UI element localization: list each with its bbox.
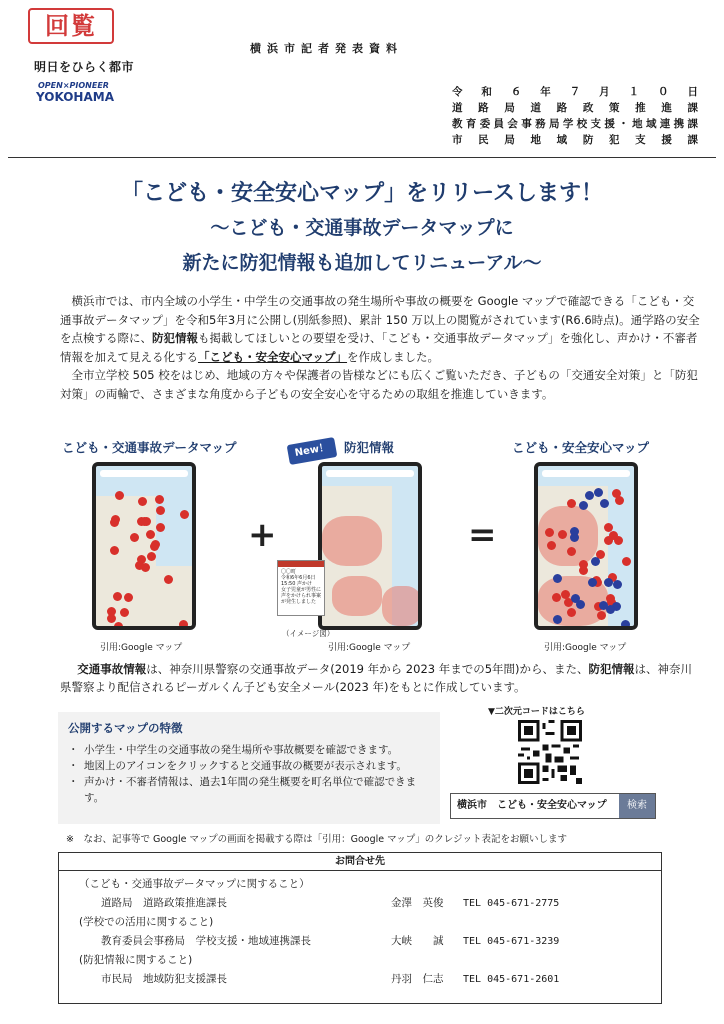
- middle-map-credit: 引用:Google マップ: [328, 643, 411, 653]
- credit-note: ※ なお、記事等で Google マップの画面を掲載する際は「引用：Google マップ」のクレジット表記をお願いします: [66, 834, 568, 845]
- map-marker-icon: [156, 523, 165, 532]
- map-marker-icon: [553, 574, 562, 583]
- map-marker-icon: [553, 615, 562, 624]
- map-marker-icon: [600, 499, 609, 508]
- search-box[interactable]: [450, 793, 656, 819]
- right-map-credit: 引用:Google マップ: [544, 643, 627, 653]
- map-marker-icon: [588, 578, 597, 587]
- contact-header: お問合せ先: [59, 853, 661, 871]
- map-marker-icon: [613, 580, 622, 589]
- issue-date: 令和６年７月１０日: [452, 86, 698, 98]
- qr-label: ▼二次元コードはこちら: [488, 707, 585, 717]
- subtitle-line-2: 新たに防犯情報も追加してリニューアル～: [182, 252, 542, 274]
- map-marker-icon: [621, 620, 630, 629]
- contact-person: 大峡 誠: [391, 935, 444, 947]
- header-divider: [8, 157, 716, 158]
- map-marker-icon: [604, 536, 613, 545]
- city-name: YOKOHAMA: [36, 90, 114, 104]
- contact-box: [58, 852, 662, 1004]
- department-2: 教育委員会事務局学校支援・地域連携課: [452, 118, 698, 130]
- image-label: （イメージ図）: [282, 629, 335, 638]
- contact-person: 丹羽 仁志: [391, 973, 444, 985]
- map-marker-icon: [140, 517, 149, 526]
- open-pioneer-text: OPEN×PIONEER: [38, 81, 109, 90]
- press-release-title: 横浜市記者発表資料: [250, 42, 403, 55]
- city-slogan: 明日をひらく都市: [34, 60, 135, 74]
- safety-map-phone: [534, 462, 638, 630]
- features-list: [68, 742, 430, 806]
- contact-row: [59, 970, 661, 989]
- search-button[interactable]: 検索: [619, 794, 655, 818]
- department-1: 道路局道路政策推進課: [452, 102, 698, 114]
- contact-person: 金澤 英俊: [391, 897, 444, 909]
- intro-paragraph-2: 全市立学校 505 校をはじめ、地域の方々や保護者の皆様などにも広くご覧いただき、子どもの「交通安全対策」と「防犯対策」の両輪で、さまざまな角度から子どもの安全安心を守るための取組を推進していきます。: [60, 368, 698, 401]
- left-map-title: こども・交通事故データマップ: [62, 440, 237, 455]
- map-marker-icon: [151, 540, 160, 549]
- intro-paragraph-1: 横浜市では、市内全域の小学生・中学生の交通事故の発生場所や事故の概要を Google マップで確認できる「こども・交通事故データマップ」を令和5年3月に公開し(別紙参照)、累計 150 万以上の閲覧がされています(R6.6時点)。通学路の安全を点検する際に、防犯情報も掲載してほしいとの要望を受け、「こども・交通事故データマップ」を強化し、声かけ・不審者情報を加えて見える化する「こども・安全安心マップ」を作成しました。: [60, 294, 700, 364]
- contact-tel: TEL 045-671-2601: [463, 974, 560, 985]
- map-marker-icon: [130, 533, 139, 542]
- contact-tel: TEL 045-671-2775: [463, 898, 560, 909]
- qr-code-icon[interactable]: [518, 720, 582, 784]
- map-marker-icon: [120, 608, 129, 617]
- data-source-note: 交通事故情報は、神奈川県警察の交通事故データ(2019 年から 2023 年までの5年間)から、また、防犯情報は、神奈川県警察より配信されるピーガルくん子ども安全メール(2023 年)をもとに作成しています。: [60, 662, 693, 694]
- map-marker-icon: [622, 557, 631, 566]
- map-name-highlight: 「こども・安全安心マップ」: [198, 349, 348, 364]
- feature-item: ・ 小学生・中学生の交通事故の発生場所や事故概要を確認できます。: [68, 742, 430, 758]
- map-marker-icon: [567, 499, 576, 508]
- map-marker-icon: [591, 557, 600, 566]
- map-marker-icon: [180, 510, 189, 519]
- main-title: 「こども・安全安心マップ」をリリースします！: [120, 181, 604, 206]
- map-marker-icon: [114, 622, 123, 630]
- contact-category: (学校での活用に関すること): [79, 916, 214, 928]
- map-marker-icon: [156, 506, 165, 515]
- contact-row: [59, 932, 661, 951]
- contact-dept: 市民局 地域防犯支援課長: [101, 973, 227, 985]
- map-marker-icon: [115, 491, 124, 500]
- map-marker-icon: [614, 536, 623, 545]
- map-marker-icon: [604, 578, 613, 587]
- map-marker-icon: [576, 600, 585, 609]
- contact-dept: 道路局 道路政策推進課長: [101, 897, 227, 909]
- issuer-info: [452, 84, 698, 148]
- contact-category: （こども・交通事故データマップに関すること）: [79, 878, 310, 890]
- crime-info-popup: 〇〇町 令和6年6月6日 15:50 声かけ 女子児童が男性に声をかけられ事案が発生しました: [277, 560, 325, 616]
- feature-item: ・ 地図上のアイコンをクリックすると交通事故の概要が表示されます。: [68, 758, 430, 774]
- subtitle-line-1: ～こども・交通事故データマップに: [210, 217, 514, 239]
- intro-text: [60, 292, 700, 403]
- features-title: 公開するマップの特徴: [68, 721, 183, 735]
- contact-tel: TEL 045-671-3239: [463, 936, 560, 947]
- plus-sign: +: [248, 515, 277, 555]
- map-marker-icon: [138, 497, 147, 506]
- map-marker-icon: [179, 620, 188, 629]
- department-3: 市民局地域防犯支援課: [452, 134, 698, 146]
- map-marker-icon: [585, 491, 594, 500]
- contact-category: (防犯情報に関すること): [79, 954, 193, 966]
- map-marker-icon: [155, 495, 164, 504]
- map-marker-icon: [615, 496, 624, 505]
- equals-sign: =: [468, 515, 497, 555]
- city-logo: [34, 58, 154, 104]
- accident-map-phone: [92, 462, 196, 630]
- contact-row: [59, 894, 661, 913]
- map-marker-icon: [107, 614, 116, 623]
- circulation-stamp: 回覧: [28, 8, 114, 44]
- feature-item: ・ 声かけ・不審者情報は、過去1年間の発生概要を町名単位で確認できます。: [68, 774, 430, 806]
- right-map-title: こども・安全安心マップ: [512, 440, 650, 455]
- middle-map-title: 防犯情報: [344, 440, 395, 455]
- map-marker-icon: [597, 611, 606, 620]
- features-box: [58, 712, 440, 824]
- left-map-credit: 引用:Google マップ: [100, 643, 183, 653]
- contact-dept: 教育委員会事務局 学校支援・地域連携課長: [101, 935, 311, 947]
- search-query: 横浜市 こども・安全安心マップ: [457, 800, 607, 811]
- map-marker-icon: [579, 560, 588, 569]
- crime-map-phone: [318, 462, 422, 630]
- new-badge: New！: [287, 437, 338, 465]
